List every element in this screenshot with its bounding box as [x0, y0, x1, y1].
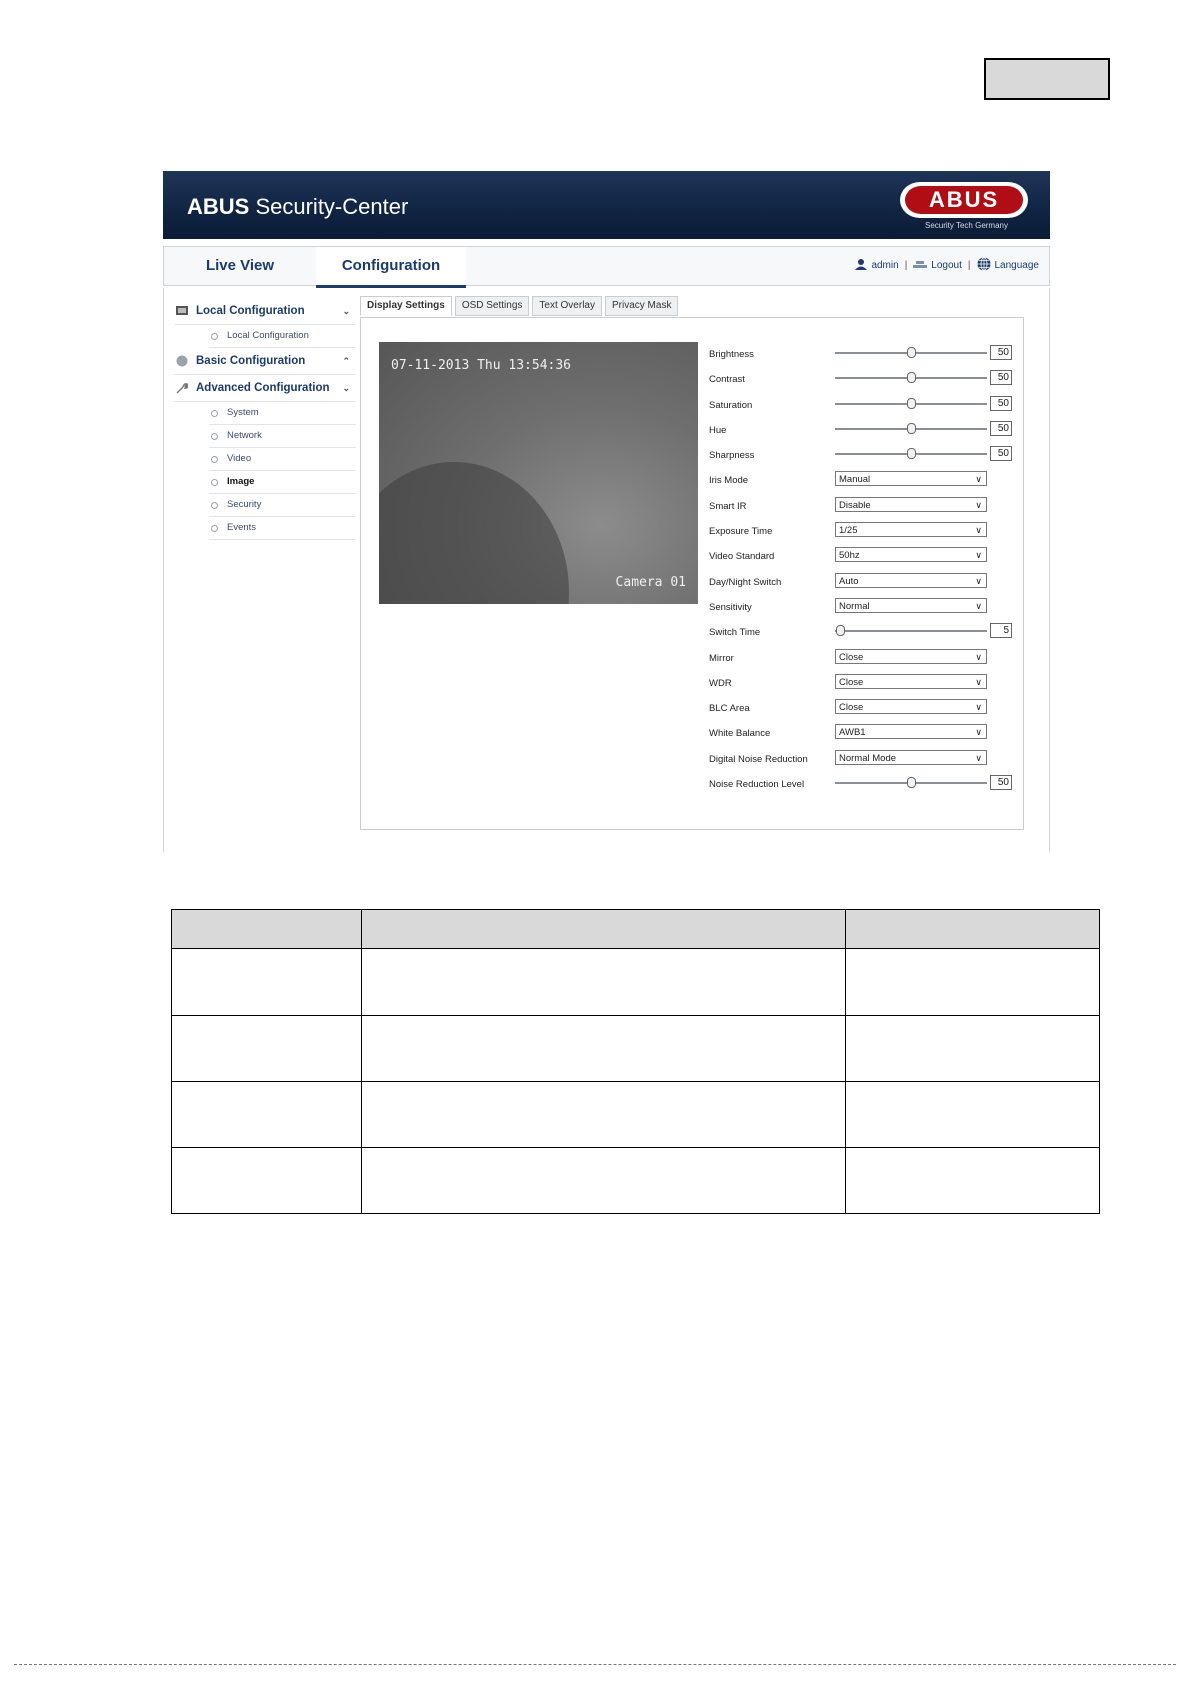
sidebar-group-basic[interactable]: Basic Configuration ⌃: [174, 348, 356, 375]
select-value: Close: [839, 651, 864, 663]
user-name[interactable]: admin: [871, 260, 899, 271]
tab-configuration[interactable]: Configuration: [316, 247, 466, 288]
setting-label: Iris Mode: [709, 475, 749, 487]
table-header-cell: [846, 910, 1100, 949]
chevron-down-icon: ⌄: [342, 383, 350, 393]
setting-label: Video Standard: [709, 551, 775, 563]
setting-row-hue: [709, 418, 1019, 443]
monitor-icon: [176, 305, 188, 317]
setting-row-saturation: [709, 393, 1019, 418]
table-header-cell: [362, 910, 846, 949]
setting-row-mirror: [709, 646, 1019, 671]
table-row: [172, 1082, 1100, 1148]
sidebar-item-events[interactable]: Events: [209, 517, 356, 540]
saturation-slider[interactable]: [835, 401, 987, 407]
app-header: [163, 171, 1050, 239]
slider-handle[interactable]: [907, 347, 916, 358]
app-title: ABUS Security-Center: [187, 194, 409, 219]
table-row: [172, 1148, 1100, 1214]
chevron-down-icon: ∨: [975, 752, 982, 763]
table-row: [172, 949, 1100, 1016]
contrast-slider[interactable]: [835, 375, 987, 381]
document-table: [171, 909, 1100, 1214]
slider-handle[interactable]: [907, 398, 916, 409]
chevron-down-icon: ∨: [975, 676, 982, 687]
setting-label: Switch Time: [709, 627, 761, 639]
chevron-down-icon: ∨: [975, 525, 982, 536]
sidebar-item-security[interactable]: Security: [209, 494, 356, 517]
setting-label: White Balance: [709, 728, 771, 740]
sidebar-item-system[interactable]: System: [209, 402, 356, 425]
noise-reduction-level-slider[interactable]: [835, 780, 987, 786]
saturation-value-field[interactable]: 50: [990, 396, 1012, 411]
user-icon: [855, 258, 867, 270]
sidebar-group-advanced[interactable]: Advanced Configuration ⌄: [174, 375, 356, 402]
setting-label: Contrast: [709, 374, 745, 386]
noise-reduction-level-value-field[interactable]: 50: [990, 775, 1012, 790]
chevron-down-icon: ∨: [975, 600, 982, 611]
chevron-down-icon: ∨: [975, 550, 982, 561]
tab-live-view[interactable]: Live View: [205, 257, 275, 274]
language-link[interactable]: Language: [994, 260, 1039, 271]
slider-handle[interactable]: [907, 423, 916, 434]
top-navigation: [163, 246, 1050, 286]
chevron-down-icon: ∨: [975, 575, 982, 586]
setting-label: Day/Night Switch: [709, 576, 782, 588]
sharpness-value-field[interactable]: 50: [990, 446, 1012, 461]
select-value: 1/25: [839, 525, 858, 537]
table-header-cell: [172, 910, 362, 949]
setting-label: Hue: [709, 424, 727, 436]
table-row: [172, 1016, 1100, 1082]
contrast-value-field[interactable]: 50: [990, 370, 1012, 385]
sidebar-item-image[interactable]: Image: [209, 471, 356, 494]
day-night-switch-select[interactable]: [835, 573, 987, 588]
blc-area-select[interactable]: [835, 699, 987, 714]
wdr-select[interactable]: [835, 674, 987, 689]
brightness-slider[interactable]: [835, 350, 987, 356]
video-standard-select[interactable]: [835, 547, 987, 562]
settings-list: [709, 342, 1019, 797]
smart-ir-select[interactable]: [835, 497, 987, 512]
mirror-select[interactable]: [835, 649, 987, 664]
setting-label: Sensitivity: [709, 601, 752, 613]
setting-row-wdr: [709, 671, 1019, 696]
slider-handle[interactable]: [907, 372, 916, 383]
setting-row-smart-ir: [709, 494, 1019, 519]
slider-handle[interactable]: [907, 448, 916, 459]
content-area: [360, 296, 1036, 852]
setting-label: Mirror: [709, 652, 734, 664]
setting-row-sharpness: [709, 443, 1019, 468]
sidebar-group-local[interactable]: Local Configuration ⌄: [174, 298, 356, 325]
exposure-time-select[interactable]: [835, 522, 987, 537]
select-value: Close: [839, 702, 864, 714]
select-value: Normal: [839, 600, 870, 612]
setting-label: Smart IR: [709, 500, 747, 512]
setting-label: WDR: [709, 677, 732, 689]
setting-row-iris-mode: [709, 468, 1019, 493]
setting-row-digital-noise-reduction: [709, 747, 1019, 772]
select-value: Manual: [839, 474, 871, 486]
tab-privacy-mask[interactable]: Privacy Mask: [605, 296, 678, 316]
setting-row-day-night-switch: [709, 570, 1019, 595]
hue-value-field[interactable]: 50: [990, 421, 1012, 436]
video-preview: [379, 342, 698, 604]
setting-label: Noise Reduction Level: [709, 779, 805, 791]
setting-row-exposure-time: [709, 519, 1019, 544]
setting-label: Digital Noise Reduction: [709, 753, 808, 765]
select-value: 50hz: [839, 550, 860, 562]
setting-row-white-balance: [709, 721, 1019, 746]
sharpness-slider[interactable]: [835, 451, 987, 457]
setting-row-contrast: [709, 367, 1019, 392]
config-body: [163, 288, 1050, 852]
tab-display-settings[interactable]: Display Settings: [360, 296, 452, 316]
slider-handle[interactable]: [907, 777, 916, 788]
brightness-value-field[interactable]: 50: [990, 345, 1012, 360]
setting-label: Exposure Time: [709, 526, 773, 538]
chevron-down-icon: ∨: [975, 651, 982, 662]
chevron-down-icon: ⌄: [342, 306, 350, 316]
select-value: Auto: [839, 575, 859, 587]
select-value: Normal Mode: [839, 752, 897, 764]
sidebar-item-video[interactable]: Video: [209, 448, 356, 471]
setting-label: Sharpness: [709, 450, 755, 462]
slider-handle[interactable]: [836, 625, 845, 636]
subtab-bar: [360, 296, 681, 316]
tab-osd-settings[interactable]: OSD Settings: [455, 296, 530, 316]
chevron-down-icon: ∨: [975, 727, 982, 738]
setting-row-video-standard: [709, 544, 1019, 569]
select-value: Close: [839, 676, 864, 688]
user-area: admin | Logout | Language: [855, 247, 1039, 285]
switch-time-slider[interactable]: [835, 628, 987, 634]
white-balance-select[interactable]: [835, 724, 987, 739]
select-value: AWB1: [839, 727, 866, 739]
logo-tagline: Security Tech Germany: [925, 221, 1008, 230]
logout-link[interactable]: Logout: [931, 260, 962, 271]
globe-icon: [977, 257, 991, 271]
osd-camera-name: Camera 01: [615, 575, 686, 590]
setting-row-brightness: [709, 342, 1019, 367]
chevron-up-icon: ⌃: [342, 356, 350, 366]
page-number-box: [984, 58, 1110, 100]
logout-icon: [913, 260, 927, 268]
setting-label: Brightness: [709, 349, 754, 360]
tab-text-overlay[interactable]: Text Overlay: [532, 296, 602, 316]
chevron-down-icon: ∨: [975, 499, 982, 510]
iris-mode-select[interactable]: [835, 471, 987, 486]
osd-timestamp: 07-11-2013 Thu 13:54:36: [391, 358, 572, 373]
sidebar: [174, 298, 356, 540]
wrench-icon: [176, 382, 188, 394]
setting-row-sensitivity: [709, 595, 1019, 620]
select-value: Disable: [839, 499, 871, 511]
sphere-icon: [176, 355, 188, 367]
setting-row-switch-time: [709, 620, 1019, 645]
setting-row-noise-reduction-level: [709, 772, 1019, 797]
page-bottom-rule: [14, 1664, 1176, 1665]
setting-row-blc-area: [709, 696, 1019, 721]
digital-noise-reduction-select[interactable]: [835, 750, 987, 765]
abus-logo: ABUS: [900, 182, 1028, 218]
sidebar-item-network[interactable]: Network: [209, 425, 356, 448]
hue-slider[interactable]: [835, 426, 987, 432]
setting-label: Saturation: [709, 399, 753, 411]
switch-time-value-field[interactable]: 5: [990, 623, 1012, 638]
sidebar-item-local-configuration[interactable]: Local Configuration: [209, 325, 356, 348]
screenshot-frame: [163, 171, 1050, 852]
table-header-row: [172, 910, 1100, 949]
chevron-down-icon: ∨: [975, 474, 982, 485]
setting-label: BLC Area: [709, 703, 750, 715]
chevron-down-icon: ∨: [975, 702, 982, 713]
display-settings-panel: [360, 317, 1024, 830]
sensitivity-select[interactable]: [835, 598, 987, 613]
